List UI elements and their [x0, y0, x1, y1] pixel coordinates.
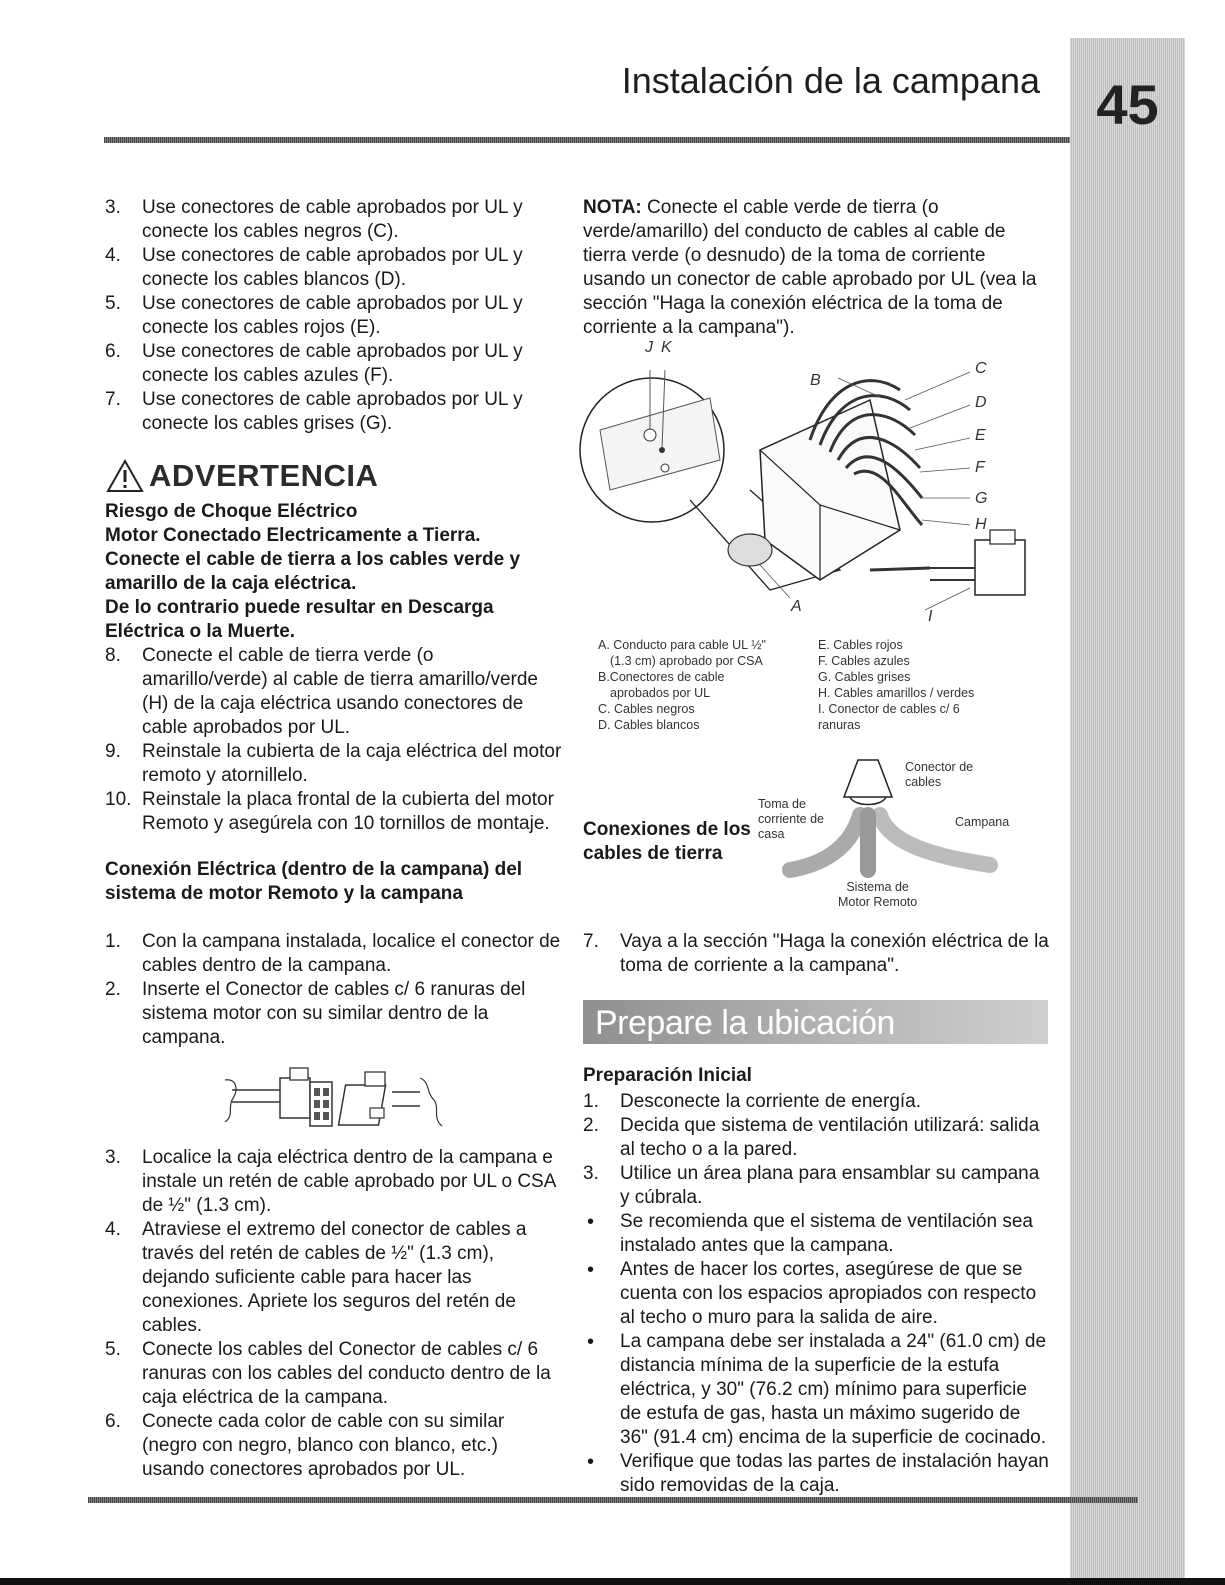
- list-item: • La campana debe ser instalada a 24" (61.0 cm) de distancia mínima de la superficie de la estufa eléctrica, y 30" (76.2 cm) mínimo para superficie de estufa de gas, hasta un máximo sugerido de 36" (91.4 cm) encima de la superficie de cocinado.: [583, 1330, 1051, 1450]
- label-h: H: [975, 516, 987, 533]
- list-item: 6. Use conectores de cable aprobados por UL y conecte los cables azules (F).: [105, 341, 523, 386]
- warning-triangle-icon: [105, 458, 145, 494]
- list-item: 5. Use conectores de cable aprobados por UL y conecte los cables rojos (E).: [105, 293, 523, 338]
- label-i: I: [928, 608, 933, 625]
- page-bottom-edge: [0, 1578, 1225, 1585]
- nota-label: NOTA:: [583, 197, 642, 218]
- connection-section: [105, 858, 563, 906]
- section-subheading: Conexión Eléctrica (dentro de la campana) del sistema de motor Remoto y la campana: [105, 859, 523, 904]
- steps-list-a: [105, 196, 563, 436]
- nota-block: [583, 196, 1051, 340]
- warning-line-2: Motor Conectado Electricamente a Tierra.: [105, 525, 481, 546]
- list-item: 5. Conecte los cables del Conector de cables c/ 6 ranuras con los cables del conducto dentro de la caja eléctrica de la campana.: [105, 1339, 551, 1408]
- bottom-rule: [88, 1497, 1138, 1503]
- list-item: 1. Desconecte la corriente de energía.: [583, 1091, 922, 1112]
- list-item: 10. Reinstale la placa frontal de la cubierta del motor Remoto y asegúrela con 10 tornillos de montaje.: [105, 789, 554, 834]
- diagram-legend-right: E. Cables rojos F. Cables azules G. Cables grises H. Cables amarillos / verdes I. Conector de cables c/ 6 ranuras: [818, 638, 975, 732]
- steps-list-e: [583, 930, 1051, 978]
- list-item: 3. Utilice un área plana para ensamblar su campana y cúbrala.: [583, 1163, 1040, 1208]
- connector-plug-illustration: [220, 1060, 460, 1140]
- label-d: D: [975, 394, 987, 411]
- nota-text: Conecte el cable verde de tierra (o verde/amarillo) del conducto de cables al cable de tierra verde (o desnudo) de la toma de corriente usando un conector de cable aprobado por UL (vea la sección "Haga la conexión eléctrica de la toma de corriente a la campana").: [583, 197, 1037, 338]
- list-item: 2. Decida que sistema de ventilación utilizará: salida al techo o a la pared.: [583, 1115, 1040, 1160]
- side-tab: [1070, 38, 1185, 1585]
- steps-list-d: [105, 1146, 563, 1482]
- list-item: 4. Atraviese el extremo del conector de cables a través del retén de cables de ½" (1.3 cm), dejando suficiente cable para hacer las conexiones. Apriete los seguros del retén de cables.: [105, 1219, 527, 1336]
- list-item: 8. Conecte el cable de tierra verde (o amarillo/verde) al cable de tierra amarillo/verde (H) de la caja eléctrica usando conectores de cable aprobados por UL.: [105, 645, 539, 738]
- warning-line-1: Riesgo de Choque Eléctrico: [105, 501, 358, 522]
- connection-steps-2: [105, 1146, 563, 1482]
- top-rule: [104, 137, 1070, 143]
- prep-steps-list: [583, 1090, 1051, 1210]
- list-item: • Antes de hacer los cortes, asegúrese de que se cuenta con los espacios apropiados con respecto al techo o muro para la salida de aire.: [583, 1258, 1051, 1330]
- prep-section: [583, 1064, 1051, 1498]
- left-column: [105, 196, 563, 436]
- list-item: 2. Inserte el Conector de cables c/ 6 ranuras del sistema motor con su similar dentro de la campana.: [105, 979, 526, 1048]
- label-j: J: [645, 339, 653, 356]
- warning-heading: ADVERTENCIA: [105, 458, 563, 494]
- remote-motor-label: Sistema de Motor Remoto: [838, 880, 918, 909]
- nota-paragraph: [583, 196, 1051, 340]
- list-item: • Se recomienda que el sistema de ventilación sea instalado antes que la campana.: [583, 1210, 1051, 1258]
- diagram-legend-left: A. Conducto para cable UL ½" (1.3 cm) aprobado por CSA B.Conectores de cable aprobados por UL C. Cables negros D. Cables blancos: [598, 638, 766, 732]
- list-item: • Verifique que todas las partes de instalación hayan sido removidas de la caja.: [583, 1450, 1051, 1498]
- label-a: A: [791, 598, 802, 615]
- step-7-block: [583, 930, 1051, 978]
- list-item: 7. Vaya a la sección "Haga la conexión eléctrica de la toma de corriente a la campana".: [583, 931, 1049, 976]
- section-band-title: Prepare la ubicación: [595, 1004, 895, 1042]
- list-item: 4. Use conectores de cable aprobados por UL y conecte los cables blancos (D).: [105, 245, 523, 290]
- connection-steps: [105, 930, 563, 1050]
- steps-list-b: [105, 644, 563, 836]
- list-item: 1. Con la campana instalada, localice el conector de cables dentro de la campana.: [105, 931, 561, 976]
- page-number: 45: [1096, 73, 1159, 136]
- label-b: B: [810, 372, 821, 389]
- page-title: Instalación de la campana: [621, 60, 1040, 101]
- warning-line-4: De lo contrario puede resultar en Descarga Eléctrica o la Muerte.: [105, 597, 494, 642]
- section-band: [583, 1000, 1048, 1044]
- label-g: G: [975, 490, 988, 507]
- ground-diagram-title: Conexiones de los cables de tierra: [583, 819, 751, 864]
- steps-list-c: [105, 930, 563, 1050]
- list-item: 9. Reinstale la cubierta de la caja eléctrica del motor remoto y atornillelo.: [105, 741, 562, 786]
- prep-bullets-list: [583, 1210, 1051, 1498]
- label-f: F: [975, 459, 985, 476]
- prep-heading: Preparación Inicial: [583, 1065, 752, 1086]
- label-c: C: [975, 360, 987, 377]
- label-e: E: [975, 427, 986, 444]
- list-item: 7. Use conectores de cable aprobados por UL y conecte los cables grises (G).: [105, 389, 523, 434]
- warning-block: [105, 458, 563, 836]
- warning-line-3: Conecte el cable de tierra a los cables verde y amarillo de la caja eléctrica.: [105, 549, 521, 594]
- label-k: K: [661, 339, 672, 356]
- hood-label: Campana: [955, 815, 1010, 829]
- outlet-label: Toma de corriente de casa: [758, 797, 825, 841]
- wire-connector-label: Conector de cables: [905, 760, 974, 789]
- list-item: 3. Localice la caja eléctrica dentro de la campana e instale un retén de cable aprobado por UL o CSA de ½" (1.3 cm).: [105, 1147, 556, 1216]
- list-item: 3. Use conectores de cable aprobados por UL y conecte los cables negros (C).: [105, 197, 523, 242]
- list-item: 6. Conecte cada color de cable con su similar (negro con negro, blanco con blanco, etc.) usando conectores aprobados por UL.: [105, 1411, 505, 1480]
